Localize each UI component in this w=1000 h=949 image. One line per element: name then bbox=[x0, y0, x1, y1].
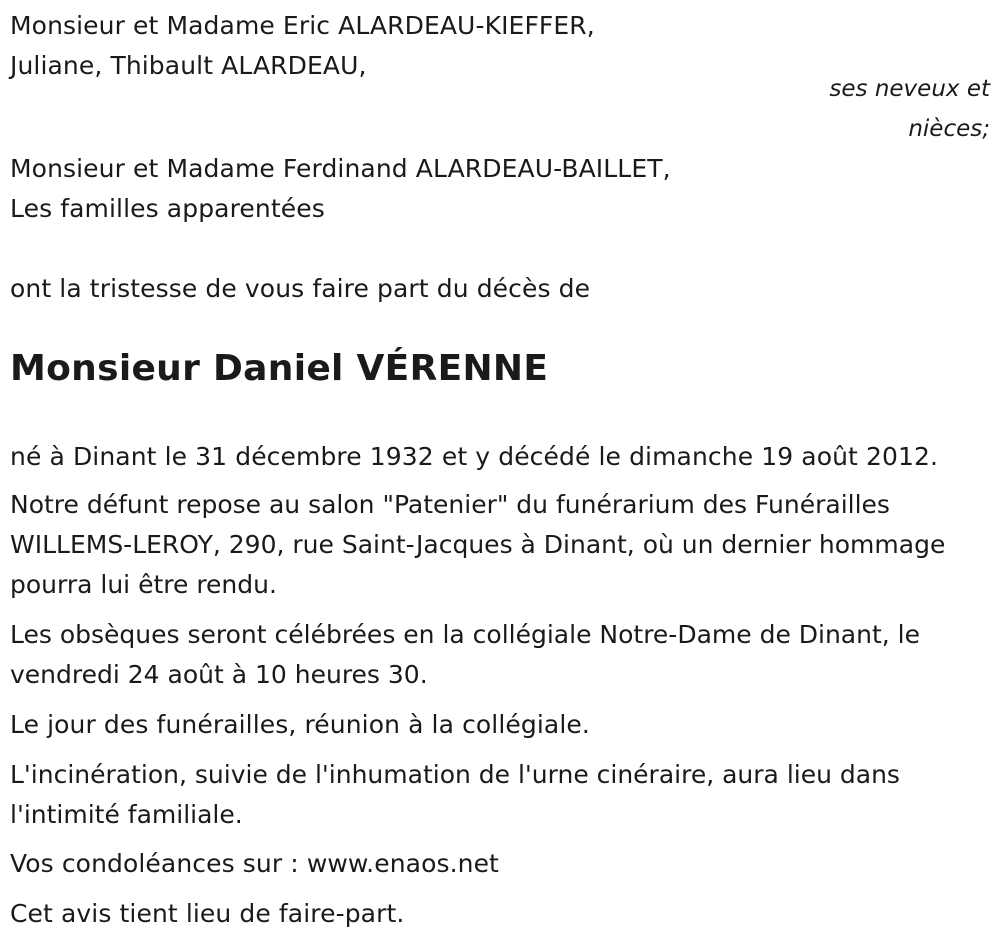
obseques-paragraph: Les obsèques seront célébrées en la collégiale Notre-Dame de Dinant, le vendredi 24 août à 10 heures 30. bbox=[10, 620, 920, 689]
announcement-text: ont la tristesse de vous faire part du décès de bbox=[10, 274, 591, 303]
faire-part-paragraph: Cet avis tient lieu de faire-part. bbox=[10, 899, 405, 928]
incineration-paragraph: L'incinération, suivie de l'inhumation de l'urne cinéraire, aura lieu dans l'intimité familiale. bbox=[10, 760, 900, 829]
reunion-paragraph: Le jour des funérailles, réunion à la collégiale. bbox=[10, 710, 590, 739]
repose-paragraph: Notre défunt repose au salon "Patenier" du funérarium des Funérailles WILLEMS-LEROY, 290, rue Saint-Jacques à Dinant, où un dernier hommage pourra lui être rendu. bbox=[10, 490, 946, 599]
relation-label-line2: nièces; bbox=[908, 116, 990, 142]
family-line-apparentees: Les familles apparentées bbox=[10, 194, 325, 223]
family-line-kieffer: Monsieur et Madame Eric ALARDEAU-KIEFFER, bbox=[10, 11, 595, 40]
obituary-notice bbox=[10, 0, 990, 949]
relation-label-line1: ses neveux et bbox=[829, 76, 990, 102]
condoleances-paragraph: Vos condoléances sur : www.enaos.net bbox=[10, 849, 499, 878]
family-line-baillet: Monsieur et Madame Ferdinand ALARDEAU-BAILLET, bbox=[10, 154, 671, 183]
birth-death-paragraph: né à Dinant le 31 décembre 1932 et y décédé le dimanche 19 août 2012. bbox=[10, 442, 939, 471]
family-line-juliane-thibault: Juliane, Thibault ALARDEAU, bbox=[10, 51, 367, 80]
deceased-name-heading: Monsieur Daniel VÉRENNE bbox=[10, 348, 549, 389]
